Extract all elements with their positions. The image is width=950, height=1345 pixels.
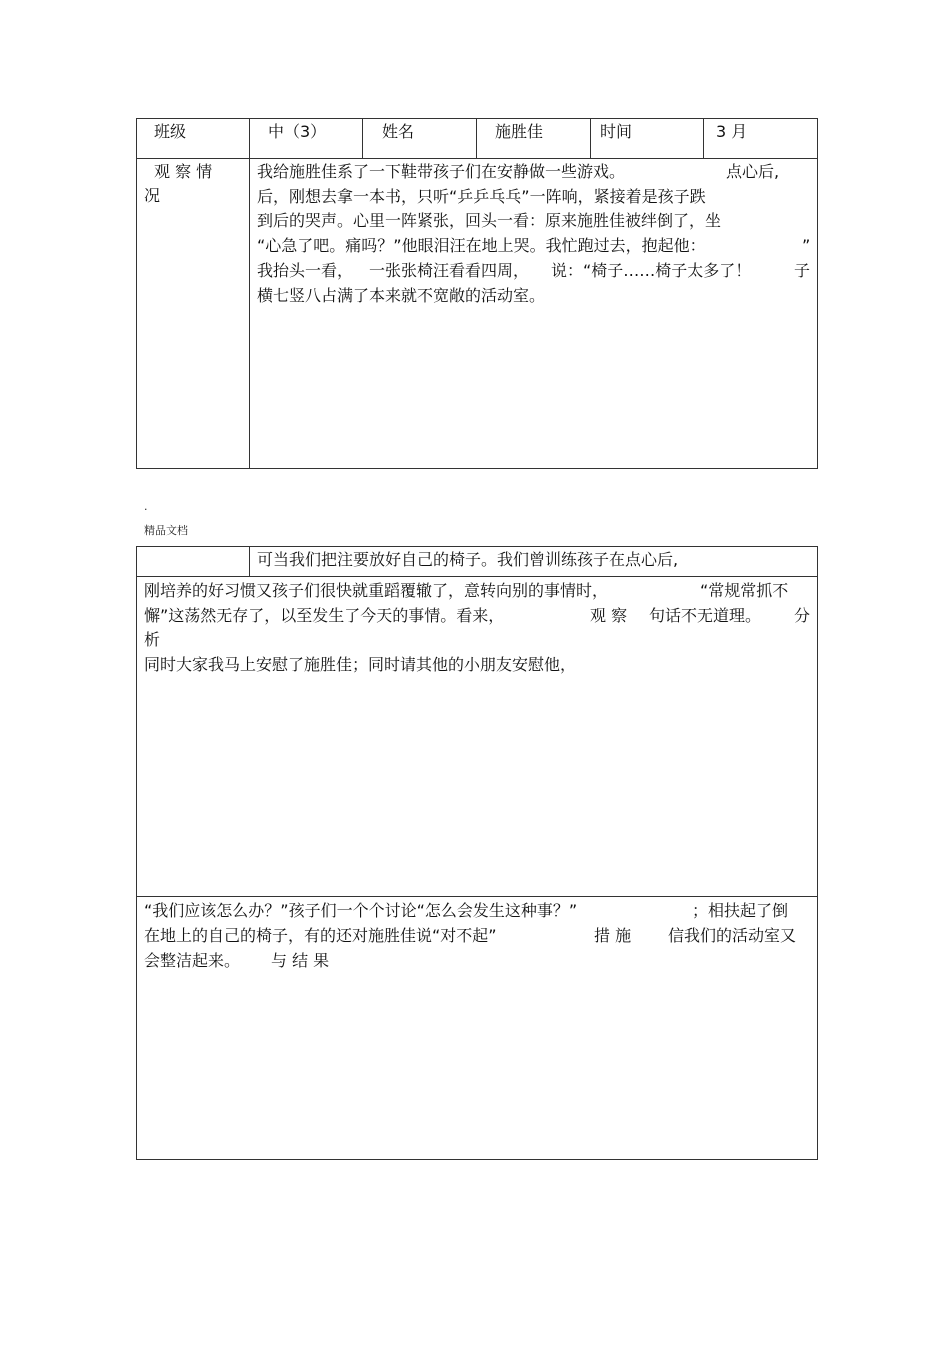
analysis-table [136, 546, 818, 1160]
table1-col-divider-3 [476, 118, 477, 158]
measures-line: 会整洁起来。 [144, 951, 241, 970]
time-label: 时间 [600, 122, 633, 141]
time-value: 3 月 [716, 122, 748, 141]
observation-label-line2: 况 [144, 186, 161, 205]
measures-line: 与 结 果 [271, 951, 330, 970]
measures-line: 措 施 [594, 926, 632, 945]
measures-line: 在地上的自己的椅子，有的还对施胜佳说“对不起” [144, 926, 497, 945]
observation-line: ” [802, 236, 811, 255]
observation-line: 点心后, [726, 162, 780, 181]
observation-line: 后，刚想去拿一本书，只听“乒乒乓乓”一阵响，紧接着是孩子跌 [257, 187, 706, 206]
table1-header-divider [136, 158, 818, 159]
observation-line: 横七竖八占满了本来就不宽敞的活动室。 [257, 286, 546, 305]
class-label: 班级 [154, 122, 187, 141]
measures-line: “我们应该怎么办？”孩子们一个个讨论“怎么会发生这种事？” [144, 901, 578, 920]
observation-line: 一张张椅汪看看四周， [369, 261, 530, 280]
analysis-line: 懈”这荡然无存了，以至发生了今天的事情。看来， [144, 606, 505, 625]
analysis-line: 同时大家我马上安慰了施胜佳；同时请其他的小朋友安慰他， [144, 655, 577, 674]
analysis-line: 观 察 [590, 606, 628, 625]
table2-row1-text: 可当我们把注要放好自己的椅子。我们曾训练孩子在点心后, [257, 550, 679, 569]
table1-col-divider-5 [703, 118, 704, 158]
watermark-label: 精品文档 [144, 524, 188, 537]
table2-col-divider [249, 546, 250, 576]
name-value: 施胜佳 [495, 122, 544, 141]
observation-label-line1: 观 察 情 [154, 162, 213, 181]
observation-line: 说：“椅子……椅子太多了！ [551, 261, 752, 280]
analysis-line: 句话不无道理。 [649, 606, 762, 625]
analysis-line: 刚培养的好习惯又孩子们很快就重蹈覆辙了，意转向别的事情时， [144, 581, 609, 600]
measures-line: 信我们的活动室又 [668, 926, 797, 945]
page-dot: . [144, 500, 148, 513]
observation-line: “心急了吧。痛吗？”他眼泪汪在地上哭。我忙跑过去，抱起他： [257, 236, 706, 255]
table1-col-divider-4 [590, 118, 591, 158]
table2-row2-divider [136, 896, 818, 897]
table2-row1-divider [136, 576, 818, 577]
analysis-line: 分 [794, 606, 811, 625]
name-label: 姓名 [382, 122, 415, 141]
class-value: 中（3） [268, 122, 327, 141]
observation-line: 子 [794, 261, 811, 280]
analysis-line: 析 [144, 630, 161, 649]
table1-col-divider-1 [249, 118, 250, 469]
observation-line: 到后的哭声。心里一阵紧张，回头一看：原来施胜佳被绊倒了，坐 [257, 211, 722, 230]
observation-line: 我给施胜佳系了一下鞋带孩子们在安静做一些游戏。 [257, 162, 626, 181]
analysis-line: “常规常抓不 [700, 581, 789, 600]
table1-col-divider-2 [362, 118, 363, 158]
measures-line: ；相扶起了倒 [692, 901, 789, 920]
observation-line: 我抬头一看， [257, 261, 354, 280]
